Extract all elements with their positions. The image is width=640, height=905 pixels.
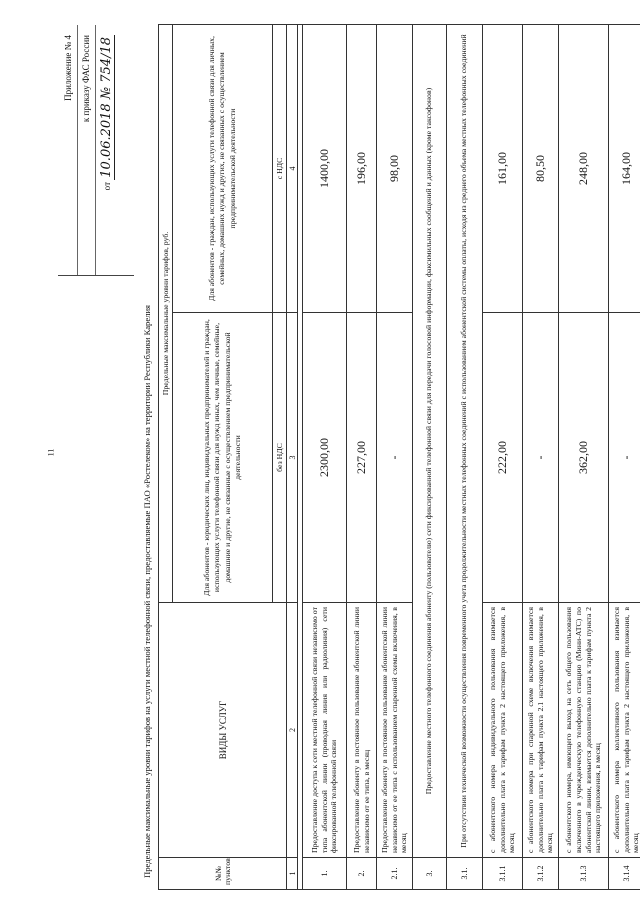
row-section-text: При отсутствии технической возможности осуществления повременного учета продолжительности местных телефонных соединений с использованием абонентской системы оплаты, исходя из среднего объема местных телефонных соединений	[447, 24, 483, 857]
document-title: Предельные максимальные уровни тарифов на услуги местной телефонной связи, предоставляемые ПАО «Ростелеком» на территории Республики Карелия	[142, 305, 152, 878]
handwritten-date-number: 10.06.2018 № 754/18	[99, 37, 114, 178]
row-service: Предоставление абоненту в постоянное пользование абонентской линии независимо от ее типа, в месяц	[347, 603, 377, 858]
table-row	[483, 24, 523, 889]
row-number: 3.	[413, 858, 447, 890]
header-block	[58, 25, 138, 890]
header-col-service: ВИДЫ УСЛУГ	[159, 603, 287, 858]
row-price-with-vat: 98,00	[377, 24, 413, 312]
header-vat-included: с НДС	[273, 24, 287, 312]
column-number: 2	[287, 603, 298, 858]
table-row-section	[413, 24, 447, 889]
header-col-number: №№ пунктов	[159, 858, 287, 890]
row-number: 1.	[303, 858, 347, 890]
row-number: 3.1.2	[523, 858, 559, 890]
appendix-line: к приказу ФАС России	[81, 35, 91, 123]
table-row-section	[447, 24, 483, 889]
row-price-with-vat: 248,00	[559, 24, 609, 312]
table-row	[559, 24, 609, 889]
row-number: 3.1.4	[609, 858, 640, 890]
table-row	[523, 24, 559, 889]
row-service: Предоставление абоненту в постоянное пользование абонентской линии независимо от ее типа с использованием спаренной схемы включения, в месяц	[377, 603, 413, 858]
row-section-text: Предоставление местного телефонного соединения абоненту (пользователю) сети фиксированной телефонной связи для передачи голосовой информации, факсимильных сообщений и данных (кроме таксофонов)	[413, 24, 447, 857]
row-price-with-vat: 80,50	[523, 24, 559, 312]
row-price-with-vat: 161,00	[483, 24, 523, 312]
column-number: 3	[287, 313, 298, 603]
table-row	[377, 24, 413, 889]
header-col-citizens: Для абонентов - граждан, использующих услуги телефонной связи для личных, семейных, домашних нужд и других, не связанных с осуществлением предпринимательской деятельности	[173, 24, 273, 312]
column-number: 1	[287, 858, 298, 890]
appendix-date-line	[99, 35, 114, 190]
column-number: 4	[287, 24, 298, 312]
row-price-no-vat: 227,00	[347, 313, 377, 603]
row-number: 3.1.3	[559, 858, 609, 890]
row-price-with-vat: 164,00	[609, 24, 640, 312]
row-price-no-vat: -	[523, 313, 559, 603]
column-number-row	[287, 24, 298, 889]
row-price-no-vat: 2300,00	[303, 313, 347, 603]
row-service: с абонентского номера, имеющего выход на сеть общего пользования включенного в учрежденческую телефонную станцию (Мини-АТС) по абонентской линии, взимается дополнительно плата к тарифам пункта 2 настоящего приложения, в месяц	[559, 603, 609, 858]
page-number: 11	[46, 448, 56, 457]
row-number: 2.	[347, 858, 377, 890]
row-price-with-vat: 196,00	[347, 24, 377, 312]
row-service: с абонентского номера коллективного пользования взимается дополнительно плата к тарифам пункта 2 настоящего приложения, в месяц	[609, 603, 640, 858]
table-row	[609, 24, 640, 889]
appendix-date-prefix: от	[102, 181, 112, 191]
rotated-document	[58, 25, 640, 890]
table-header-row	[159, 24, 173, 889]
table-row	[347, 24, 377, 889]
row-service: с абонентского номера при спаренной схеме включения взимается дополнительно плата к тарифам пункта 2.1 настоящего приложения, в месяц	[523, 603, 559, 858]
row-price-no-vat: -	[377, 313, 413, 603]
appendix-stamp	[58, 25, 134, 276]
row-price-no-vat: 362,00	[559, 313, 609, 603]
row-service: Предоставление доступа к сети местной телефонной связи независимо от типа абонентской линии (проводная линия или радиолиния) сети фиксированной телефонной связи	[303, 603, 347, 858]
header-col-legal-entities: Для абонентов - юридических лиц, индивидуальных предпринимателей и граждан, использующих услуги телефонной связи для нужд иных, чем личные, семейные, домашние и другие, не связанные с осуществлением предпринимательской деятельности	[173, 313, 273, 603]
row-number: 3.1.	[447, 858, 483, 890]
row-price-no-vat: -	[609, 313, 640, 603]
row-price-no-vat: 222,00	[483, 313, 523, 603]
tariff-table	[158, 24, 640, 890]
row-number: 2.1.	[377, 858, 413, 890]
row-service: с абонентского номера индивидуального пользования взимается дополнительно плата к тарифам пункта 2 настоящего приложения, в месяц	[483, 603, 523, 858]
header-levels: Предельные максимальные уровни тарифов, руб.	[159, 24, 173, 602]
row-number: 3.1.1	[483, 858, 523, 890]
table-row	[303, 24, 347, 889]
appendix-line: Приложение № 4	[63, 35, 73, 101]
header-vat-excluded: без НДС	[273, 313, 287, 603]
row-price-with-vat: 1400,00	[303, 24, 347, 312]
